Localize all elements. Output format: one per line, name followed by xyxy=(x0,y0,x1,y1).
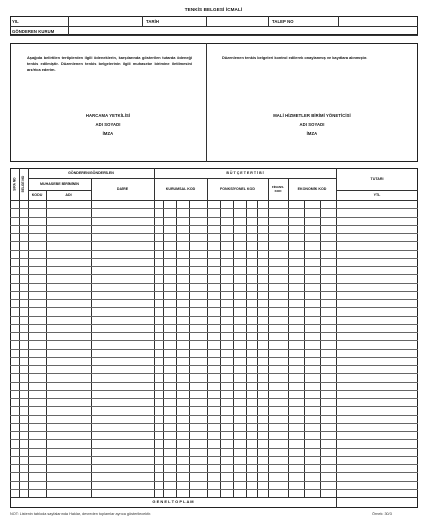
date-label: TARİH xyxy=(146,19,159,24)
table-row-line xyxy=(10,217,418,218)
table-row-line xyxy=(10,349,418,350)
table-row-line xyxy=(10,291,418,292)
left-panel-text: Aşağıda belirtilen tertiplerden ilgili ödeneklerin, karşılarında gösterilen tutarda ödeneği tenkis edilmiştir. Düzenlenen tenkis belgelerinin ilgili muhasebe birimine iletilmesini arz/rica ederim. xyxy=(27,55,192,72)
department-header: DAİRE xyxy=(116,186,129,191)
table-row-line xyxy=(10,439,418,440)
table-row-line xyxy=(10,357,418,358)
table-row-line xyxy=(10,423,418,424)
finance-code-header: FİNANS. KOD xyxy=(271,184,285,193)
year-label: YIL xyxy=(12,19,19,24)
table-row-line xyxy=(10,390,418,391)
table-row-line xyxy=(10,299,418,300)
table-row-line xyxy=(10,258,418,259)
right-sign: İMZA xyxy=(306,131,318,136)
table-row-line xyxy=(10,373,418,374)
belge-no-label: BELGE NO xyxy=(21,175,26,193)
table-row-line xyxy=(10,398,418,399)
economic-code-header: EKONOMİK KOD xyxy=(297,186,327,191)
table-row-line xyxy=(10,324,418,325)
table-row-line xyxy=(10,464,418,465)
table-row-line xyxy=(10,340,418,341)
budget-header: B Ü T Ç E T E R T İ B İ xyxy=(226,170,264,175)
left-role: HARCAMA YETKİLİSİ xyxy=(85,113,131,118)
request-no-label: TALEP NO xyxy=(272,19,294,24)
table-row-line xyxy=(10,382,418,383)
institutional-code-header: KURUMSAL KOD xyxy=(165,186,196,191)
table-row-line xyxy=(10,266,418,267)
left-name: ADI SOYADI xyxy=(95,122,121,127)
right-name: ADI SOYADI xyxy=(299,122,325,127)
code-header: KODU xyxy=(31,192,43,197)
right-panel-text: Düzenlenen tenkis belgeleri kontrol edilerek onaylanmış ve kayıtlara alınmıştır. xyxy=(222,55,368,60)
right-role: MALİ HİZMETLER BİRİMİ YÖNETİCİSİ xyxy=(273,113,351,118)
table-row-line xyxy=(10,241,418,242)
table-row-line xyxy=(10,365,418,366)
table-row-line xyxy=(10,233,418,234)
name-header: ADI xyxy=(65,192,72,197)
table-row-line xyxy=(10,431,418,432)
table-row-line xyxy=(10,225,418,226)
table-row-line xyxy=(10,208,418,209)
accounting-unit-header: MUHASEBE BİRİMİNİN xyxy=(40,181,79,186)
table-row-line xyxy=(10,472,418,473)
left-sign: İMZA xyxy=(102,131,114,136)
table-row-line xyxy=(10,489,418,490)
amount-header: TUTARI xyxy=(370,176,384,181)
table-row-line xyxy=(10,283,418,284)
main-table xyxy=(10,168,418,508)
table-row-line xyxy=(10,456,418,457)
table-row-line xyxy=(10,448,418,449)
table-row-line xyxy=(10,274,418,275)
table-row-line xyxy=(10,250,418,251)
sender-group-header: GÖNDEREN/GÖNDERİLEN xyxy=(68,170,114,175)
table-row-line xyxy=(10,332,418,333)
form-number: Örnek: 30/3 xyxy=(372,512,392,516)
footnote: NOT: Listenin tabloda sayfalarında Haklar, devreden toplamlar ayrıca gösterilecektir. xyxy=(10,512,152,516)
table-row-line xyxy=(10,307,418,308)
table-row-line xyxy=(10,415,418,416)
sender-label: GÖNDEREN KURUM xyxy=(12,29,55,34)
page-title: TENKİS BELGESİ İCMALİ xyxy=(184,7,243,12)
table-row-line xyxy=(10,316,418,317)
amount-unit-header: YTL xyxy=(373,192,381,197)
table-row-line xyxy=(10,481,418,482)
table-row-line xyxy=(10,406,418,407)
general-total-label: G E N E L T O P L A M xyxy=(152,499,194,505)
functional-code-header: FONKSİYONEL KOD xyxy=(220,186,255,191)
sira-no-label: SIRA NO xyxy=(12,177,17,191)
